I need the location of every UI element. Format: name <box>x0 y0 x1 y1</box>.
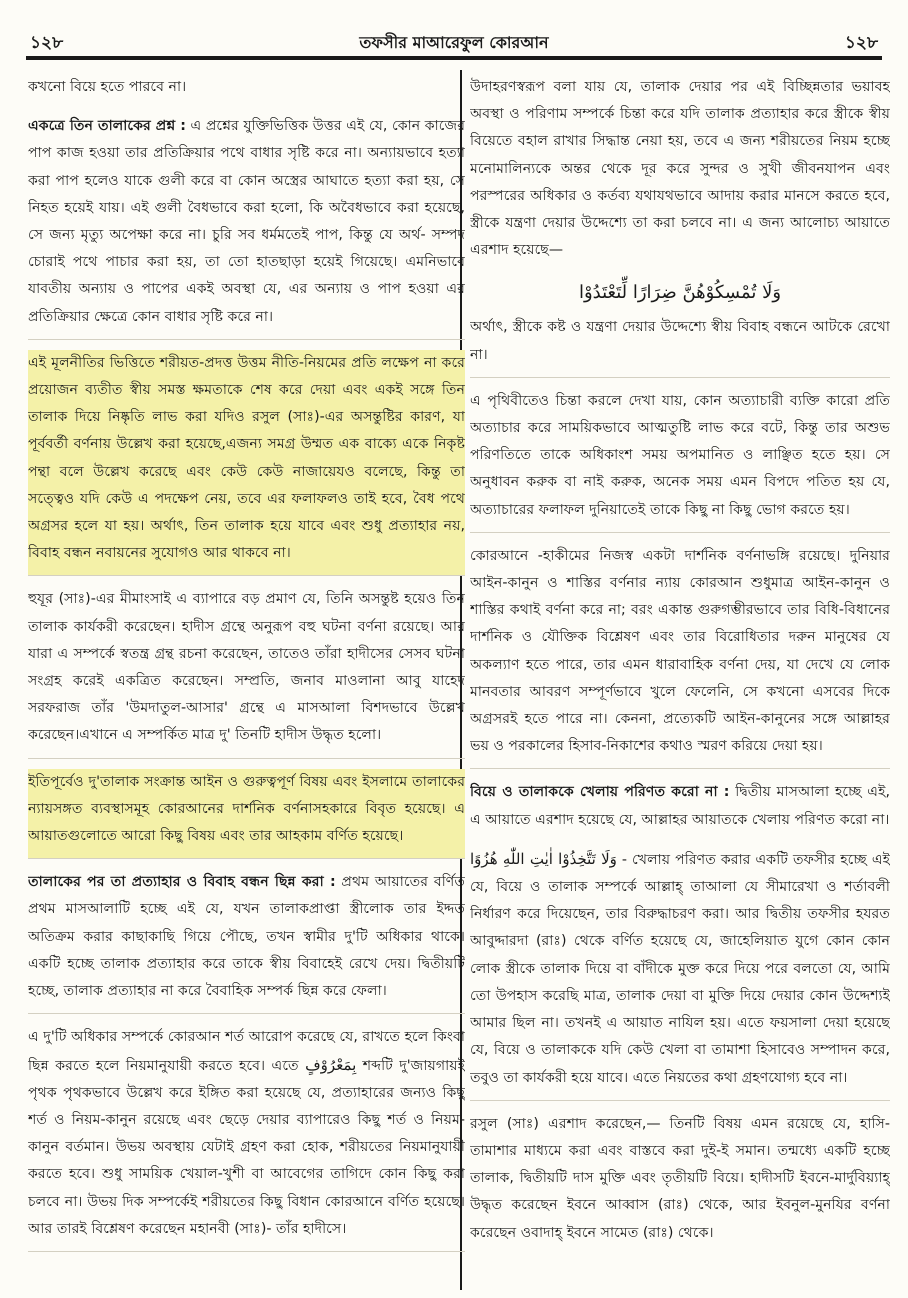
section-heading-revocation: তালাকের পর তা প্রত্যাহার ও বিবাহ বন্ধন ছিন্ন করা : <box>28 874 336 891</box>
right-para-5 <box>470 779 890 841</box>
right-para-7: রসুল (সাঃ) এরশাদ করেছেন,— তিনটি বিষয় এমন রয়েছে যে, হাসি-তামাশার মাধ্যমে করা এবং বাস্তবে করা দুই-ই সমান। তন্মধ্যে একটি হচ্ছে তালাক, দ্বিতীয়টি দাস মুক্তি এবং তৃতীয়টি বিয়ে। হাদীসটি ইবনে-মার্দুবিয়্যাহ্ উদ্ধৃত করেছেন ইবনে আব্বাস (রাঃ) থেকে, আর ইবনুল-মুনযির বর্ণনা করেছেন ওবাদাহ্ ইবনে সামেত (রাঃ) থেকে। <box>470 1115 890 1241</box>
left-para-5-body: প্রথম আয়াতের বর্ণিত প্রথম মাসআলাটি হচ্ছে এই যে, যখন তালাকপ্রাপ্তা স্ত্রীলোক তার ইদ্দত অতিক্রম করার কাছাকাছি গিয়ে পৌছে, তখন স্বামীর দু'টি অধিকার থাকে। একটি হচ্ছে তালাক প্রত্যাহার করে তাকে স্বীয় বিবাহেই রেখে দেয়। দ্বিতীয়টি হচ্ছে, তালাক প্রত্যাহার না করে বৈবাহিক সম্পর্ক ছিন্ন করে ফেলা। <box>28 874 465 1000</box>
section-heading-triple-talaq: একত্রে তিন তালাকের প্রশ্ন : <box>28 118 186 135</box>
left-para-6 <box>28 1024 465 1252</box>
left-para-5 <box>28 869 465 1014</box>
quran-ayah-2: وَلَا تَتَّخِذُوْا اٰيٰتِ اللّٰهِ هُزُوًا <box>470 849 617 868</box>
right-para-4: কোরআনে -হাকীমের নিজস্ব একটা দার্শনিক বর্ণনাভঙ্গি রয়েছে। দুনিয়ার আইন-কানুন ও শাস্তির বর্ণনার ন্যায় কোরআন শুধুমাত্র আইন-কানুন ও শাস্তির কথাই বর্ণনা করে না; বরং একান্ত গুরুগম্ভীরভাবে তার বিধি-বিধানের দার্শনিক ও যৌক্তিক বিশ্লেষণ এবং তার বিরোধিতার দরুন মানুষের যে অকল্যাণ হতে পারে, তার এমন ধারাবাহিক বর্ণনা দেয়, যা দেখে যে লোক মানবতার আবরণ সম্পূর্ণভাবে খুলে ফেলেনি, সে কখনো এসবের দিকে অগ্রসরই হতে পারে না। কেননা, প্রত্যেকটি আইন-কানুনের সঙ্গে আল্লাহর ভয় ও পরকালের হিসাব-নিকাশের কথাও স্মরণ করিয়ে দেয়া হয়। <box>470 543 890 770</box>
page-number-left: ১২৮ <box>30 33 64 53</box>
page-header <box>0 0 908 62</box>
left-para-3: হুযূর (সাঃ)-এর মীমাংসাই এ ব্যাপারে বড় প্রমাণ যে, তিনি অসন্তুষ্ট হয়েও তিন তালাক কার্যকরী করেছেন। হাদীস গ্রন্থে অনুরূপ বহু ঘটনা বর্ণনা রয়েছে। আর যারা এ সম্পর্কে স্বতন্ত্র গ্রন্থ রচনা করেছেন, তাতেও তাঁরা হাদীসের সেসব ঘটনা সংগ্রহ করেই একত্রিত করেছেন। সম্প্রতি, জনাব মাওলানা আবু যাহেদ সরফরাজ তাঁর 'উমদাতুল-আসার' গ্রন্থে এ মাসআলা বিশদভাবে উল্লেখ করেছেন।এখানে এ সম্পর্কিত মাত্র দু' তিনটি হাদীস উদ্ধৃত হলো। <box>28 586 465 758</box>
header-rule <box>26 56 882 60</box>
section-heading-marriage-play: বিয়ে ও তালাককে খেলায় পরিণত করো না : <box>470 784 730 801</box>
right-para-6 <box>470 846 890 1101</box>
right-column <box>470 74 890 1289</box>
left-para-4: ইতিপূর্বেও দু'তালাক সংক্রান্ত আইন ও গুরুত্বপূর্ণ বিষয় এবং ইসলামে তালাকের ন্যায়সঙ্গত ব্যবস্থাসমূহ কোরআনের দার্শনিক বর্ণনাসহকারে বিবৃত হয়েছে। এ আয়াতগুলোতে আরো কিছু বিষয় এবং তার আহকাম বর্ণিত হয়েছে। <box>28 769 465 860</box>
right-para-3: এ পৃথিবীতেও চিন্তা করলে দেখা যায়, কোন অত্যাচারী ব্যক্তি কারো প্রতি অত্যাচার করে সাময়িকভাবে আত্মতুষ্টি লাভ করে বটে, কিন্তু তার অশুভ পরিণতিতে তাকে অধিকাংশ সময় অপমানিত ও লাঞ্ছিত হতে হয়। সে অনুধাবন করুক বা নাই করুক, অনেক সময় এমন বিপদে পতিত হয় যে, অত্যাচারের ফলাফল দুনিয়াতেই তাকে কিছু না কিছু ভোগ করতে হয়। <box>470 388 890 533</box>
quran-ayah-1: وَلَا تُمْسِكُوْهُنَّ ضِرَارًا لِّتَعْتَدُوْا <box>578 282 782 304</box>
right-para-5-body: দ্বিতীয় মাসআলা হচ্ছে এই, এ আয়াতে এরশাদ হয়েছে যে, আল্লাহর আয়াতকে খেলায় পরিণত করো না। <box>470 784 890 828</box>
left-para-6-b: শব্দটি দু'জায়গায়ই পৃথক পৃথকভাবে উল্লেখ করে ইঙ্গিত করা হয়েছে যে, প্রত্যাহারের জন্যও কিছু শর্ত ও নিয়ম-কানুন রয়েছে এবং ছেড়ে দেয়ার ব্যাপারেও কিছু শর্ত ও নিয়ম-কানুন বর্তমান। উভয় অবস্থায় যেটাই গ্রহণ করা হোক, শরীয়তের নিয়মানুযায়ী করতে হবে। শুধু সাময়িক খেয়াল-খুশী বা আবেগের তাগিদে কোন কিছু করা চলবে না। উভয় দিক সম্পর্কেই শরীয়তের কিছু বিধান কোরআনে বর্ণিত হয়েছে। আর তারই বিশ্লেষণ করেছেন মহানবী (সাঃ)- তাঁর হাদীসে। <box>28 1057 465 1237</box>
running-title: তফসীর মাআরেফুল কোরআন <box>359 33 549 52</box>
left-column <box>28 74 465 1289</box>
right-para-1: উদাহরণস্বরূপ বলা যায় যে, তালাক দেয়ার পর এই বিচ্ছিন্নতার ভয়াবহ অবস্থা ও পরিণাম সম্পর্কে চিন্তা করে যদি তালাক প্রত্যাহার করে স্ত্রীকে স্বীয় বিয়েতে বহাল রাখার সিদ্ধান্ত নেয়া হয়, তবে এ জন্য শরীয়তের নিয়ম হচ্ছে মনোমালিন্যকে অন্তর থেকে দূর করে সুন্দর ও সুখী জীবনযাপন এবং পরস্পরের অধিকার ও কর্তব্য যথাযথভাবে আদায় করার মানসে করতে হবে, স্ত্রীকে যন্ত্রণা দেয়ার উদ্দেশ্যে তা করা চলবে না। এ জন্য আলোচ্য আয়াতে এরশাদ হয়েছে— <box>470 79 890 259</box>
right-para-2: অর্থাৎ, স্ত্রীকে কষ্ট ও যন্ত্রণা দেয়ার উদ্দেশ্যে স্বীয় বিবাহ বন্ধনে আটকে রেখো না। <box>470 314 890 377</box>
left-para-6-a: এ দু'টি অধিকার সম্পর্কে কোরআন শর্ত আরোপ করেছে যে, রাখতে হলে কিংবা ছিন্ন করতে হলে নিয়মানুযায়ী করতে হবে। এতে <box>28 1029 465 1074</box>
right-para-6-body: - খেলায় পরিণত করার একটি তফসীর হচ্ছে এই যে, বিয়ে ও তালাক সম্পর্কে আল্লাহ্ তাআলা যে সীমারেখা ও শর্তাবলী নির্ধারণ করে দিয়েছেন, তার বিরুদ্ধাচরণ করা। আর দ্বিতীয় তফসীর হযরত আবুদ্দারদা (রাঃ) থেকে বর্ণিত হয়েছে যে, জাহেলিয়াত যুগে কোন কোন লোক স্ত্রীকে তালাক দিয়ে বা বাঁদীকে মুক্ত করে দিয়ে পরে বলতো যে, আমি তো উপহাস করেছি মাত্র, তালাক দেয়া বা মুক্তি দিয়ে দেয়ার কোন উদ্দেশ্যই আমার ছিল না। তখনই এ আয়াত নাযিল হয়। এতে ফয়সালা দেয়া হয়েছে যে, বিয়ে ও তালাককে যদি কেউ খেলা বা তামাশা হিসাবেও সম্পাদন করে, তবুও তা কার্যকরী হয়ে যাবে। এতে নিয়তের কথা গ্রহণযোগ্য হবে না। <box>470 851 890 1086</box>
left-para-0: কখনো বিয়ে হতে পারবে না। <box>28 79 187 95</box>
arabic-word-bimaruf: بِمَعْرُوْفٍ <box>305 1055 357 1074</box>
left-para-1 <box>28 113 465 340</box>
page-number-right: ১২৮ <box>844 33 878 53</box>
left-para-2: এই মূলনীতির ভিত্তিতে শরীয়ত-প্রদত্ত উত্তম নীতি-নিয়মের প্রতি লক্ষেপ না করে প্রয়োজন ব্যতীত স্বীয় সমস্ত ক্ষমতাকে শেষ করে দেয়া এবং একই সঙ্গে তিন তালাক দিয়ে নিষ্কৃতি লাভ করা যদিও রসুল (সাঃ)-এর অসন্তুষ্টির কারণ, যা পূর্ববর্তী বর্ণনায় উল্লেখ করা হয়েছে,এজন্য সমগ্র উম্মত এক বাক্যে একে নিকৃষ্ট পন্থা বলে উল্লেখ করেছে এবং কেউ কেউ নাজায়েযও বলেছে, কিন্তু তা সত্ত্বেও যদি কেউ এ পদক্ষেপ নেয়, তবে এর ফলাফলও তাই হবে, বৈধ পথে অগ্রসর হলে যা হয়। অর্থাৎ, তিন তালাক হয়ে যাবে এবং শুধু প্রত্যাহার নয়, বিবাহ বন্ধন নবায়নের সুযোগও আর থাকবে না। <box>28 350 465 577</box>
left-para-1-body: এ প্রশ্নের যুক্তিভিত্তিক উত্তর এই যে, কোন কাজের পাপ কাজ হওয়া তার প্রতিক্রিয়ার পথে বাধার সৃষ্টি করে না। অন্যায়ভাবে হত্যা করা পাপ হলেও যাকে গুলী করে বা কোন অস্ত্রের আঘাতে হত্যা করা হয়, সে নিহত হয়েই যায়। এই গুলী বৈধভাবে করা হলো, কি অবৈধভাবে করা হয়েছে, সে জন্য মৃত্যু অপেক্ষা করে না। চুরি সব ধর্মমতেই পাপ, কিন্তু যে অর্থ- সম্পদ চোরাই পথে পাচার করা হয়, তা তো হাতছাড়া হয়েই গিয়েছে। এমনিভাবে যাবতীয় অন্যায় ও পাপের একই অবস্থা যে, এর অন্যায় ও পাপ হওয়া এর প্রতিক্রিয়ার ক্ষেত্রে কোন বাধার সৃষ্টি করে না। <box>28 118 465 325</box>
